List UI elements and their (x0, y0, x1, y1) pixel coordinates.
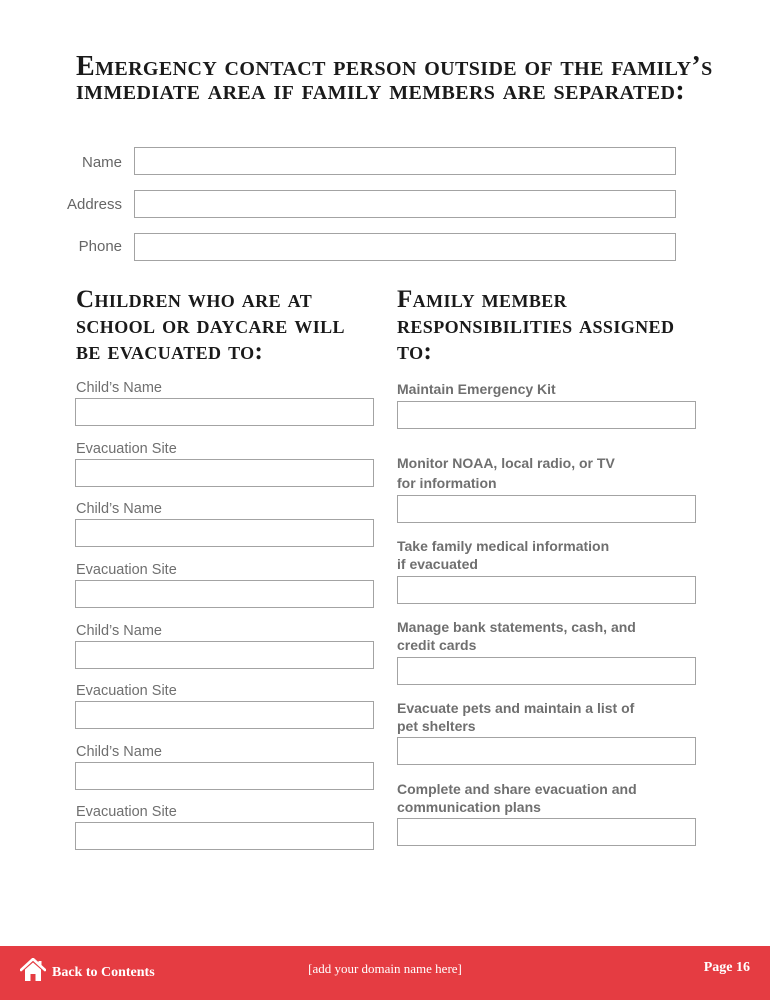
evacuation-site-field[interactable] (75, 701, 374, 729)
evacuation-site-label: Evacuation Site (76, 683, 177, 699)
label-line: Take family medical information (397, 538, 610, 554)
childs-name-label: Child’s Name (76, 380, 162, 396)
medical-info-label (397, 537, 697, 573)
childs-name-field[interactable] (75, 398, 374, 426)
maintain-kit-field[interactable] (397, 401, 696, 429)
label-line: for information (397, 475, 497, 491)
medical-info-field[interactable] (397, 576, 696, 604)
evacuation-site-label: Evacuation Site (76, 441, 177, 457)
childs-name-field[interactable] (75, 519, 374, 547)
evacuate-pets-label (397, 699, 697, 735)
childs-name-field[interactable] (75, 762, 374, 790)
evacuation-site-label: Evacuation Site (76, 562, 177, 578)
evacuation-site-field[interactable] (75, 580, 374, 608)
maintain-kit-label (397, 380, 697, 398)
childs-name-label: Child’s Name (76, 744, 162, 760)
label-line: if evacuated (397, 556, 478, 572)
responsibilities-heading: Family member responsibilities assigned to: (397, 286, 675, 365)
evacuation-site-field[interactable] (75, 459, 374, 487)
label-line: Monitor NOAA, local radio, or TV (397, 455, 615, 471)
label-line: Maintain Emergency Kit (397, 381, 556, 397)
bank-statements-label (397, 618, 697, 654)
label-line: communication plans (397, 799, 541, 815)
label-line: Manage bank statements, cash, and (397, 619, 636, 635)
name-field[interactable] (134, 147, 676, 175)
phone-label: Phone (78, 238, 122, 255)
evacuation-site-label: Evacuation Site (76, 804, 177, 820)
phone-field[interactable] (134, 233, 676, 261)
back-to-contents-label: Back to Contents (52, 964, 155, 980)
monitor-noaa-label (397, 454, 697, 492)
label-line: credit cards (397, 637, 477, 653)
evacuation-site-field[interactable] (75, 822, 374, 850)
emergency-contact-heading: Emergency contact person outside of the family’s immediate area if family members are separated: (76, 51, 713, 106)
evacuation-plans-field[interactable] (397, 818, 696, 846)
footer-bar (0, 946, 770, 1000)
label-line: Evacuate pets and maintain a list of (397, 700, 635, 716)
evacuation-plans-label (397, 780, 697, 816)
name-label: Name (81, 154, 122, 171)
monitor-noaa-field[interactable] (397, 495, 696, 523)
children-evacuation-heading: Children who are at school or daycare will be evacuated to: (76, 286, 345, 365)
bank-statements-field[interactable] (397, 657, 696, 685)
evacuate-pets-field[interactable] (397, 737, 696, 765)
label-line: Complete and share evacuation and (397, 781, 637, 797)
domain-placeholder: [add your domain name here] (308, 961, 462, 976)
page-number: Page 16 (703, 960, 750, 975)
childs-name-label: Child’s Name (76, 623, 162, 639)
label-line: pet shelters (397, 718, 476, 734)
address-label: Address (66, 196, 122, 213)
address-field[interactable] (134, 190, 676, 218)
childs-name-label: Child’s Name (76, 501, 162, 517)
childs-name-field[interactable] (75, 641, 374, 669)
